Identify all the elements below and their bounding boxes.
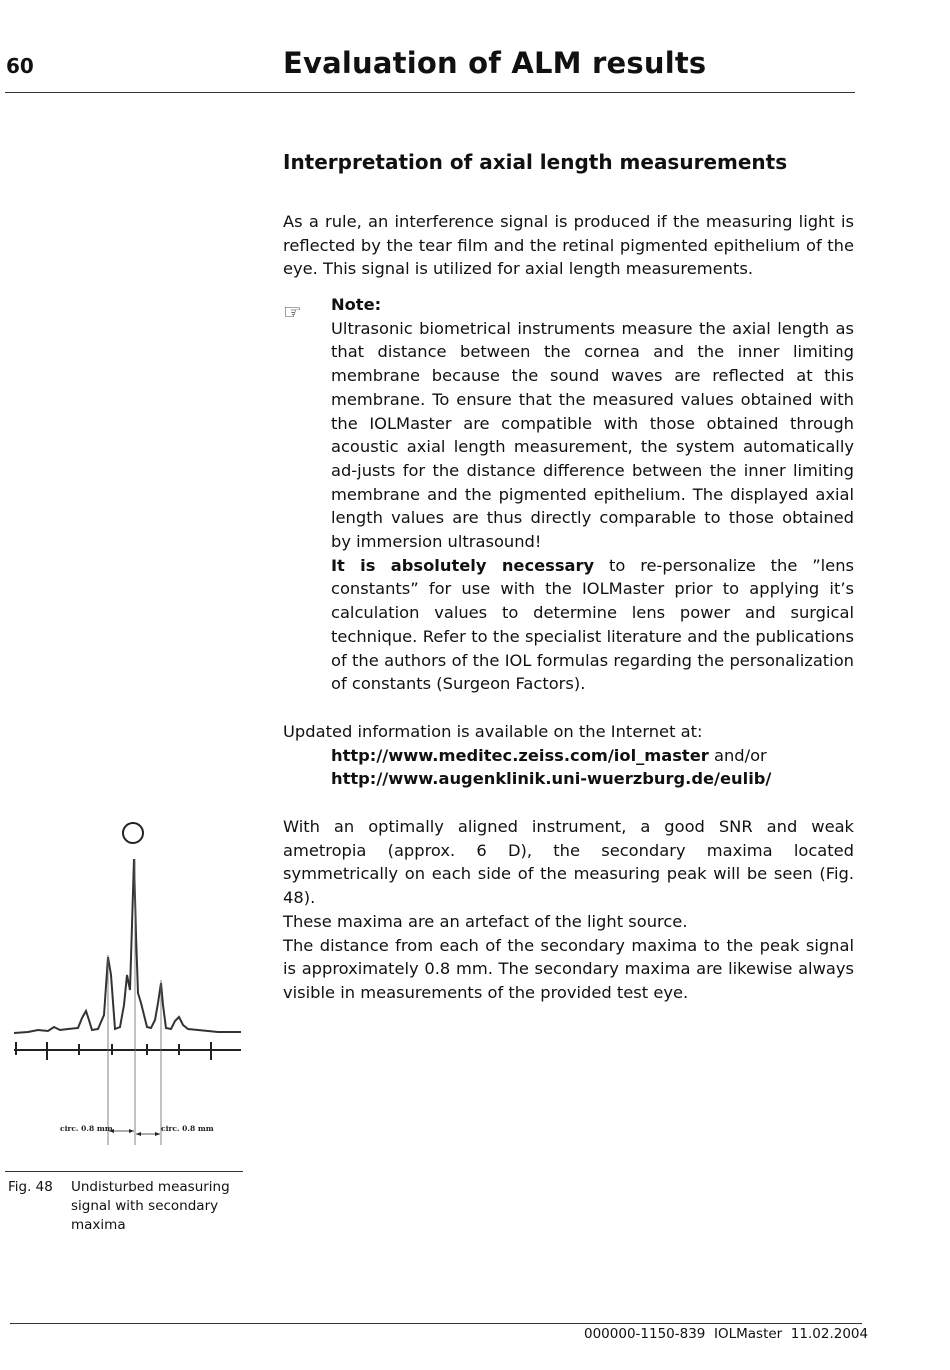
link-suffix: and/or — [708, 745, 767, 765]
arrowhead — [129, 1129, 134, 1133]
note-block — [331, 293, 854, 696]
page-title: Evaluation of ALM results — [283, 46, 707, 80]
note-warning — [331, 554, 854, 696]
snr-text-2: These maxima are an artefact of the light source. — [283, 911, 688, 931]
measuring-signal-figure — [8, 815, 246, 1145]
peak-marker-icon — [123, 823, 143, 843]
footer-divider — [10, 1323, 862, 1324]
section-heading: Interpretation of axial length measurements — [283, 150, 788, 174]
updated-info — [283, 720, 854, 791]
note-emphasis: It is absolutely necessary — [331, 555, 595, 575]
figure-caption: Undisturbed measuring signal with secondary maxima — [71, 1179, 230, 1233]
note-label: Note: — [331, 295, 382, 314]
pointing-hand-icon: ☞ — [283, 300, 302, 324]
link-line-1 — [283, 744, 854, 768]
arrowhead — [155, 1132, 160, 1136]
snr-text-3: The distance from each of the secondary maxima to the peak signal is approximately 0.8 mm. The secondary maxima are likewise always visible in measurements of the provided test eye. — [283, 935, 854, 1002]
snr-paragraph — [283, 815, 854, 1005]
note-warning-text: to re-personalize the ”lens constants” for use with the IOLMaster prior to applying it’s calculation values to determine lens power and surgical technique. Refer to the specialist literature and the publications of the authors of the IOL formulas regarding the personalization of constants (Surgeon Factors). — [331, 555, 854, 694]
header-divider — [5, 92, 855, 93]
note-text: Ultrasonic biometrical instruments measure the axial length as that distance between the cornea and the inner limiting membrane because the sound waves are reflected at this membrane. To ensure that the measured values obtained with the IOLMaster are compatible with those obtained through acoustic axial length measurement, the system automatically ad-justs for the distance difference between the inner limiting membrane and the pigmented epithelium. The displayed axial length values are thus directly comparable to those obtained by immersion ultrasound! — [331, 318, 854, 552]
footer-text: 000000-1150-839 IOLMaster 11.02.2004 — [584, 1326, 869, 1342]
wuerzburg-link[interactable]: http://www.augenklinik.uni-wuerzburg.de/eulib/ — [331, 769, 772, 789]
dimension-label-left: circ. 0.8 mm — [60, 1124, 113, 1133]
page-number: 60 — [6, 54, 34, 78]
arrowhead — [136, 1132, 141, 1136]
dimension-label-right: circ. 0.8 mm — [161, 1124, 214, 1133]
updated-lead: Updated information is available on the Internet at: — [283, 722, 703, 741]
figure-divider — [5, 1171, 243, 1172]
intro-paragraph: As a rule, an interference signal is produced if the measuring light is reflected by the tear film and the retinal pigmented epithelium of the eye. This signal is utilized for axial length measurements. — [283, 212, 854, 279]
signal-trace — [14, 859, 241, 1033]
snr-text-1: With an optimally aligned instrument, a good SNR and weak ametropia (approx. 6 D), the secondary maxima located symmetrically on each side of the measuring peak will be seen (Fig. 48). — [283, 817, 854, 908]
figure-label: Fig. 48 — [8, 1179, 53, 1195]
zeiss-link[interactable]: http://www.meditec.zeiss.com/iol_master — [331, 745, 709, 765]
